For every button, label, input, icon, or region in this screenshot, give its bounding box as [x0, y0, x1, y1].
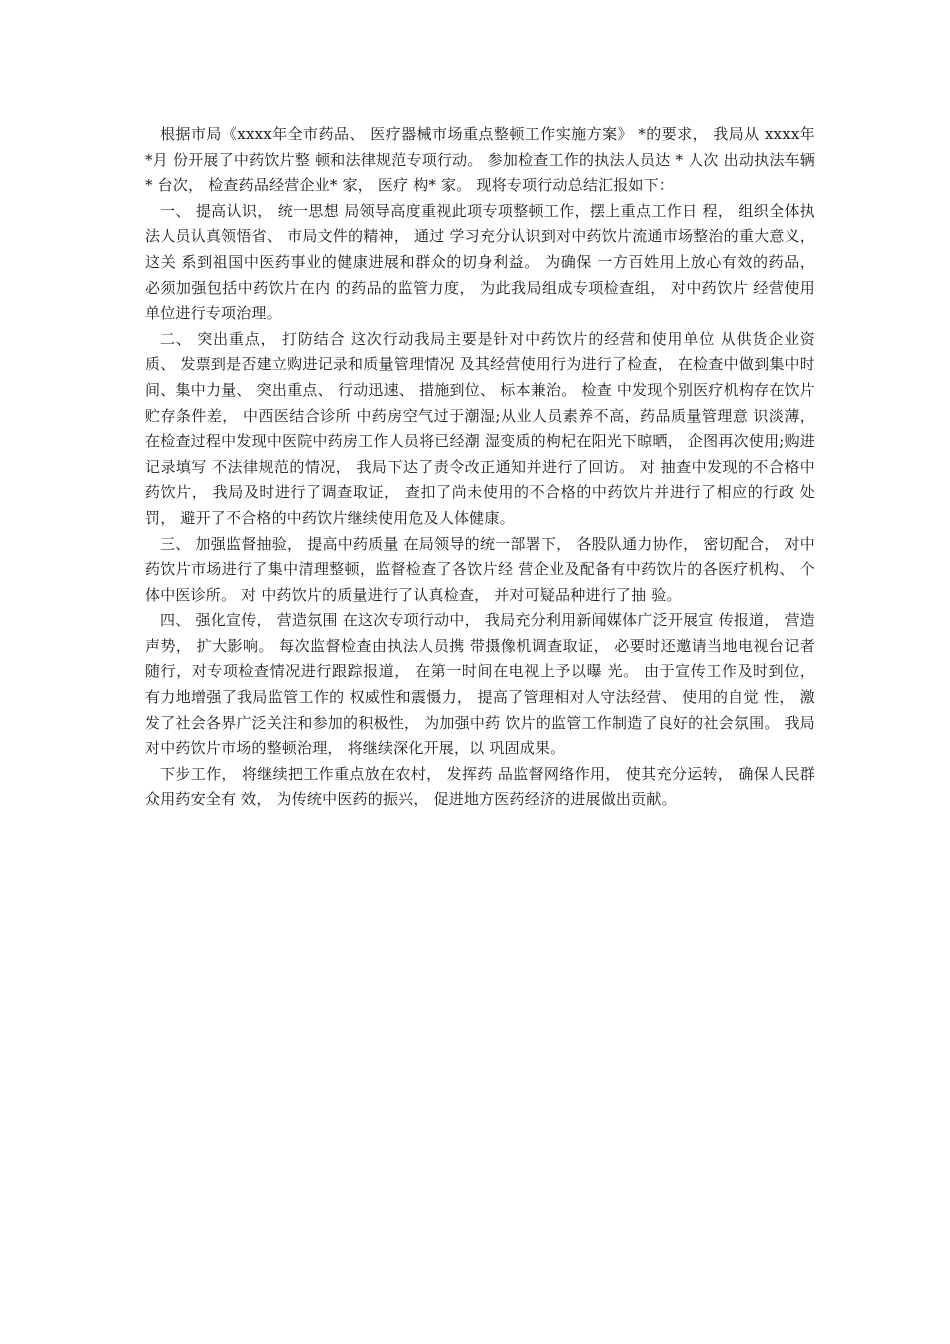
- paragraph-section-1: 一、 提高认识， 统一思想 局领导高度重视此项专项整顿工作，摆上重点工作日 程， 组织全体执法人员认真领悟省、 市局文件的精神， 通过 学习充分认识到对中药饮片流通市场整治的重大意义， 这关 系到祖国中医药事业的健康进展和群众的切身利益。 为确保 一方百姓用上放心有效的药品， 必须加强包括中药饮片在内 的药品的监管力度， 为此我局组成专项检查组， 对中药饮片 经营使用单位进行专项治理。: [145, 201, 815, 323]
- paragraph-section-3: 三、 加强监督抽验， 提高中药质量 在局领导的统一部署下， 各股队通力协作， 密切配合， 对中药饮片市场进行了集中清理整顿，监督检查了各饮片经 营企业及配备有中药饮片的各医疗机构、 个体中医诊所。 对 中药饮片的质量进行了认真检查， 并对可疑品种进行了抽 验。: [145, 534, 815, 604]
- paragraph-section-2: 二、 突出重点， 打防结合 这次行动我局主要是针对中药饮片的经营和使用单位 从供货企业资质、 发票到是否建立购进记录和质量管理情况 及其经营使用行为进行了检查， 在检查中做到集中时间、集中力量、 突出重点、 行动迅速、 措施到位、 标本兼治。 检查 中发现个别医疗机构存在饮片贮存条件差， 中西医结合诊所 中药房空气过于潮湿;从业人员素养不高，药品质量管理意 识淡薄， 在检查过程中发现中医院中药房工作人员将已经潮 湿变质的枸杞在阳光下晾晒， 企图再次使用;购进记录填写 不法律规范的情况， 我局下达了责令改正通知并进行了回访。 对 抽查中发现的不合格中药饮片， 我局及时进行了调查取证， 查扣了尚未使用的不合格的中药饮片并进行了相应的行政 处罚， 避开了不合格的中药饮片继续使用危及人体健康。: [145, 329, 815, 527]
- paragraph-next-steps: 下步工作， 将继续把工作重点放在农村， 发挥药 品监督网络作用， 使其充分运转， 确保人民群众用药安全有 效， 为传统中医药的振兴， 促进地方医药经济的进展做出贡献。: [145, 764, 815, 809]
- document-body: [145, 122, 815, 813]
- paragraph-section-4: 四、 强化宣传， 营造氛围 在这次专项行动中， 我局充分利用新闻媒体广泛开展宣 传报道， 营造声势， 扩大影响。 每次监督检查由执法人员携 带摄像机调查取证， 必要时还邀请当地电视台记者随行，对专项检查情况进行跟踪报道， 在第一时间在电视上予以曝 光。 由于宣传工作及时到位， 有力地增强了我局监管工作的 权威性和震慑力， 提高了管理相对人守法经营、 使用的自觉 性， 激发了社会各界广泛关注和参加的积极性， 为加强中药 饮片的监管工作制造了良好的社会氛围。 我局对中药饮片市场的整顿治理， 将继续深化开展，以 巩固成果。: [145, 611, 815, 758]
- paragraph-intro: 根据市局《xxxx年全市药品、 医疗器械市场重点整顿工作实施方案》 *的要求， 我局从 xxxx年 *月 份开展了中药饮片整 顿和法律规范专项行动。 参加检查工作的执法人员达 * 人次 出动执法车辆 * 台次， 检查药品经营企业* 家， 医疗 构* 家。 现将专项行动总结汇报如下：: [145, 125, 815, 195]
